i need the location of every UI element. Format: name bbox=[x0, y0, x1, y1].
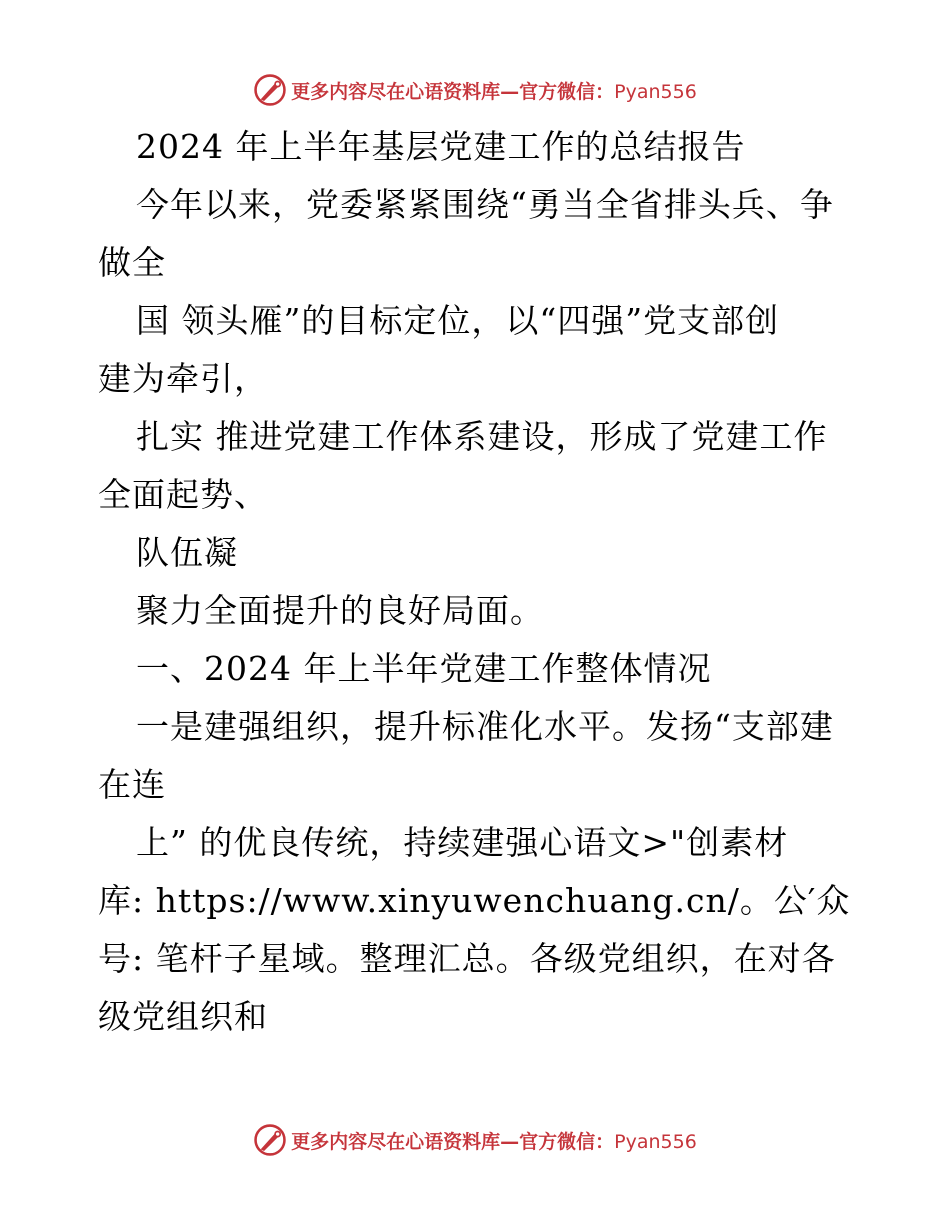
document-body bbox=[98, 118, 858, 1046]
footer-banner-text: 更多内容尽在心语资料库—官方微信：Pyan556 bbox=[291, 1130, 697, 1153]
document-title: 2024 年上半年基层党建工作的总结报告 bbox=[136, 127, 746, 166]
paragraph-line: 做全 bbox=[98, 243, 166, 282]
paragraph-line: 今年以来，党委紧紧围绕“勇当全省排头兵、争 bbox=[136, 185, 834, 224]
header-banner-text: 更多内容尽在心语资料库—官方微信：Pyan556 bbox=[291, 80, 697, 103]
section-heading: 一、2024 年上半年党建工作整体情况 bbox=[136, 649, 712, 688]
paragraph-line: 国 领头雁”的目标定位，以“四强”党支部创 bbox=[136, 301, 780, 340]
paragraph-line: 级党组织和 bbox=[98, 997, 268, 1036]
pen-nib-logo-icon bbox=[253, 1123, 287, 1157]
pen-nib-logo-icon bbox=[253, 73, 287, 107]
paragraph-line: 在连 bbox=[98, 765, 166, 804]
paragraph-line: 上” 的优良传统，持续建强心语文>"创素材 bbox=[136, 823, 789, 862]
paragraph-line: 一是建强组织，提升标准化水平。发扬“支部建 bbox=[136, 707, 834, 746]
header-banner bbox=[0, 70, 950, 110]
footer-banner bbox=[0, 1120, 950, 1160]
paragraph-line: 全面起势、 bbox=[98, 475, 268, 514]
paragraph-line: 队伍凝 bbox=[136, 533, 238, 572]
paragraph-line: 聚力全面提升的良好局面。 bbox=[136, 591, 544, 630]
paragraph-line: 扎实 推进党建工作体系建设，形成了党建工作 bbox=[136, 417, 828, 456]
paragraph-line: 号: 笔杆子星域。整理汇总。各级党组织，在对各 bbox=[98, 939, 836, 978]
paragraph-line: 库: https://www.xinyuwenchuang.cn/。公′众 bbox=[98, 881, 851, 920]
paragraph-line: 建为牵引， bbox=[98, 359, 268, 398]
